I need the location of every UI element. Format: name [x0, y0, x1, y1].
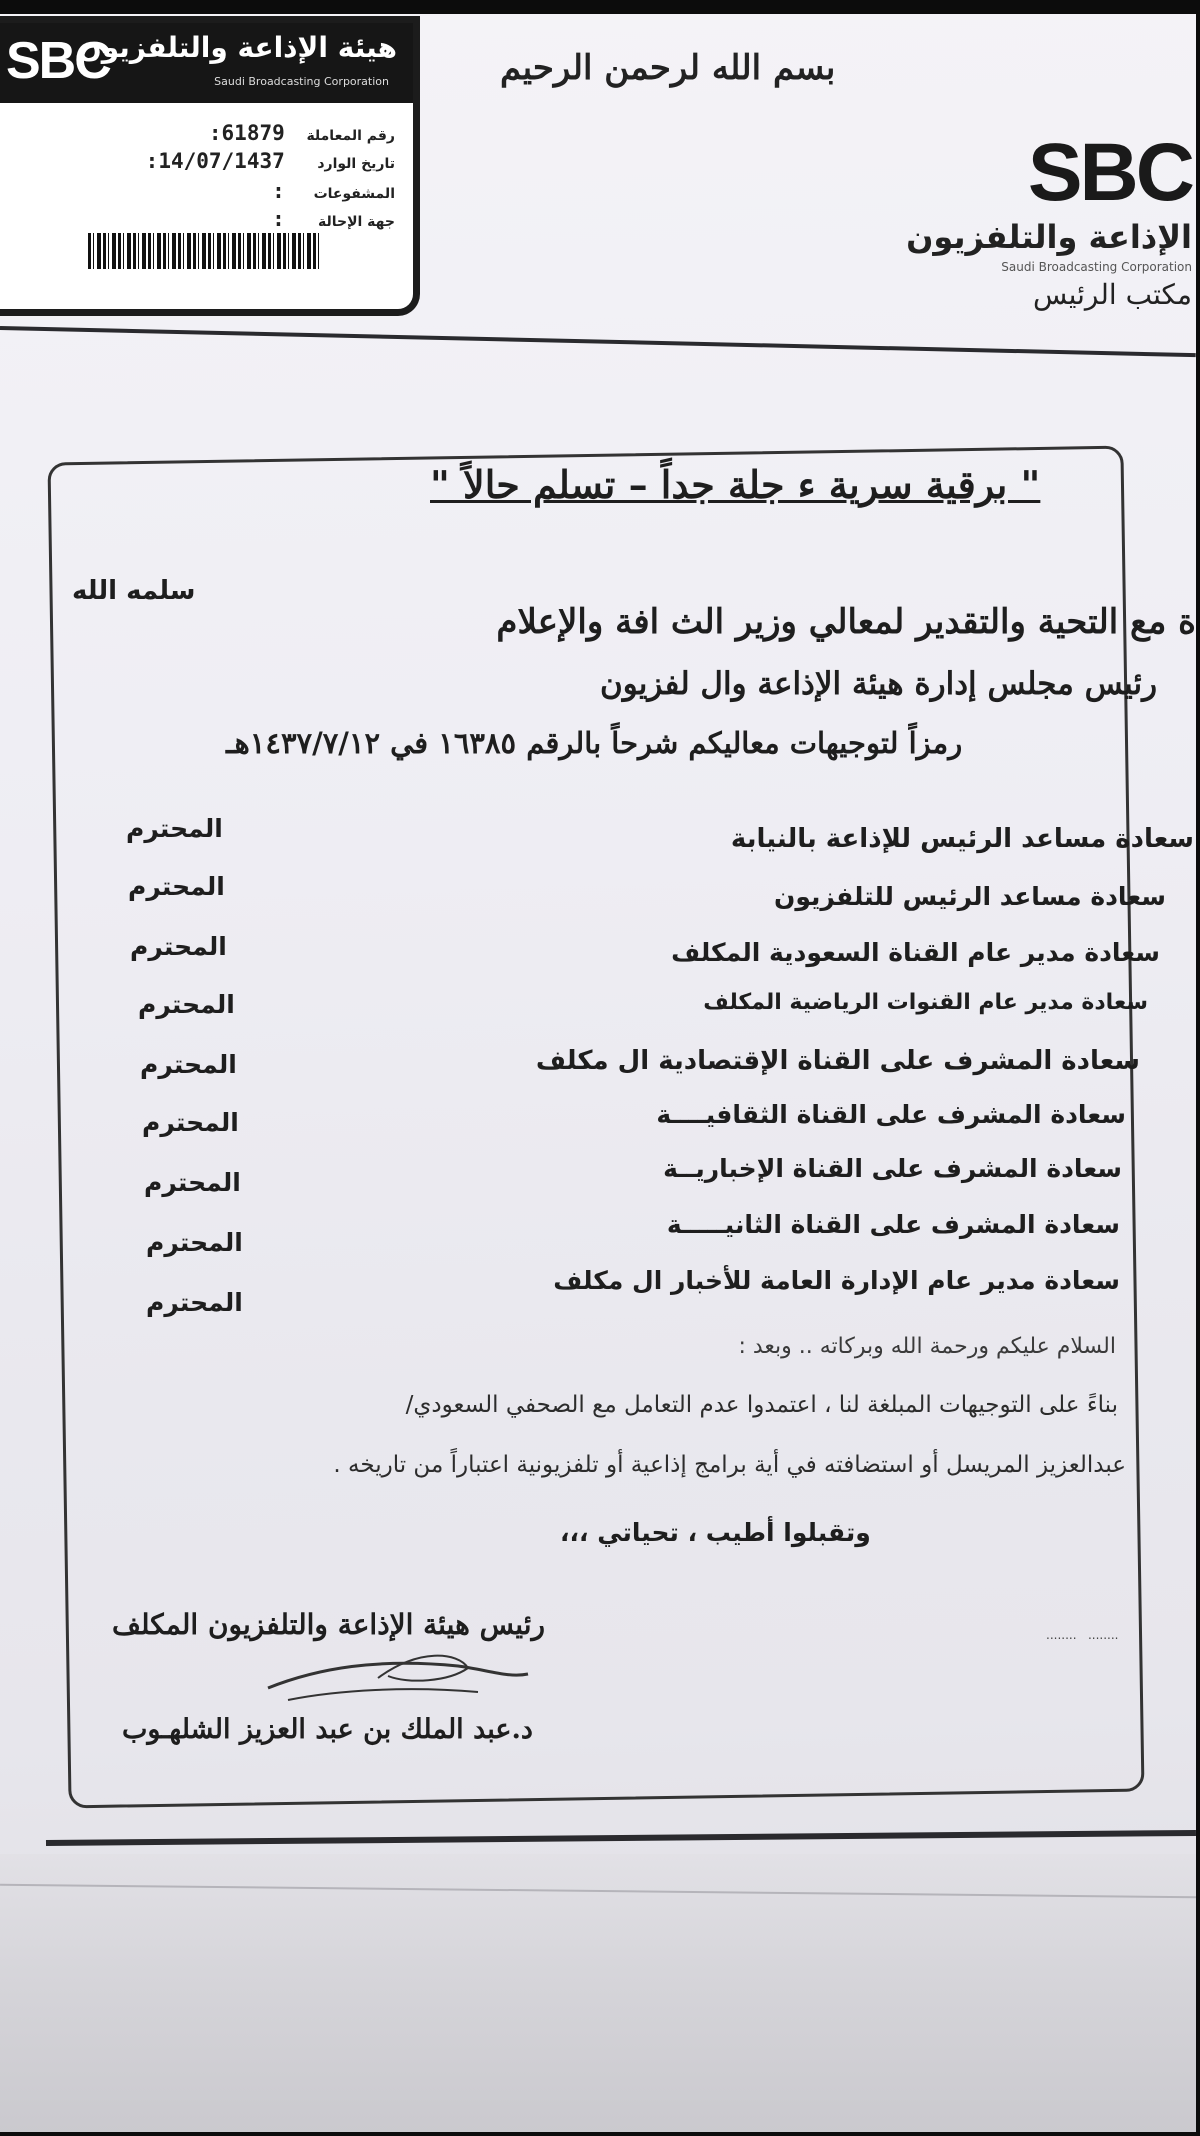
stamp-row-label: رقم المعاملة	[306, 128, 395, 144]
body-line: عبدالعزيز المريسل أو استضافته في أية برامج إذاعية أو تلفزيونية اعتباراً من تاريخه .	[333, 1452, 1126, 1478]
recipient-line: سعادة المشرف على القناة الإخباريــة	[663, 1154, 1122, 1183]
honorific: المحترم	[142, 1108, 239, 1137]
letterhead-office: مكتب الرئيس	[1032, 278, 1192, 311]
incoming-stamp	[0, 16, 420, 316]
footer-divider	[46, 1830, 1196, 1846]
stamp-org-en: Saudi Broadcasting Corporation	[214, 75, 389, 88]
honorific: المحترم	[126, 814, 223, 843]
honorific: المحترم	[140, 1050, 237, 1079]
stamp-row	[15, 149, 395, 173]
sbc-logo: SBC	[1027, 127, 1192, 218]
honorific: المحترم	[146, 1228, 243, 1257]
recipient-line: سعادة مساعد الرئيس للتلفزيون	[774, 882, 1166, 911]
header-divider	[0, 326, 1196, 357]
stamp-row-value: :	[272, 207, 285, 231]
intro-line: رئيس مجلس إدارة هيئة الإذاعة وال لفزيون	[600, 666, 1158, 702]
stamp-row-value: :	[272, 179, 285, 203]
letterhead-org-en: Saudi Broadcasting Corporation	[1001, 260, 1192, 274]
recipient-line: سعادة مساعد الرئيس للإذاعة بالنيابة	[730, 824, 1194, 854]
honorific: المحترم	[130, 932, 227, 961]
stamp-row-label: تاريخ الوارد	[317, 156, 395, 172]
stamp-row-value: 61879:	[208, 121, 285, 145]
stamp-org-name: هيئة الإذاعة والتلفزيون	[77, 31, 397, 64]
letterhead-logo	[906, 127, 1192, 311]
stamp-row	[15, 207, 395, 231]
recipient-line: سعادة المشرف على القناة الإقتصادية ال مكلف	[535, 1046, 1140, 1076]
stamp-row	[15, 121, 395, 145]
stamp-header	[0, 23, 413, 103]
recipient-line: سعادة مدير عام القناة السعودية المكلف	[671, 938, 1160, 967]
signer-title: رئيس هيئة الإذاعة والتلفزيون المكلف	[112, 1608, 546, 1641]
recipient-line: سعادة مدير عام الإدارة العامة للأخبار ال مكلف	[553, 1266, 1120, 1295]
intro-line: رمزاً لتوجيهات معاليكم شرحاً بالرقم ١٦٣٨٥ في ١٤٣٧/٧/١٢هـ	[226, 726, 963, 760]
recipient-line: سعادة المشرف على القناة الثانيـــــة	[666, 1210, 1120, 1239]
signature-icon	[258, 1638, 538, 1718]
stamp-row-value: 14/07/1437:	[145, 149, 285, 173]
greeting-left: سلمه الله	[72, 576, 196, 606]
salutation: السلام عليكم ورحمة الله وبركاته .. وبعد :	[738, 1334, 1116, 1359]
barcode-icon	[88, 233, 320, 269]
basmala: بسم الله لرحمن الرحيم	[500, 48, 836, 88]
letter-title: " برقية سرية ء جلة جداً – تسلم حالاً "	[430, 462, 1041, 507]
side-mark: ........ ........	[1046, 1628, 1119, 1642]
recipient-line: سعادة مدير عام القنوات الرياضية المكلف	[703, 990, 1148, 1015]
closing-line: وتقبلوا أطيب ، تحياتي ،،،	[560, 1518, 871, 1547]
body-line: بناءً على التوجيهات المبلغة لنا ، اعتمدوا عدم التعامل مع الصحفي السعودي/	[405, 1392, 1118, 1418]
intro-line: ة مع التحية والتقدير لمعالي وزير الث افة والإعلام	[496, 602, 1196, 642]
honorific: المحترم	[138, 990, 235, 1019]
stamp-logo: SBC	[6, 32, 110, 90]
honorific: المحترم	[146, 1288, 243, 1317]
signer-name: د.عبد الملك بن عبد العزيز الشلهـوب	[122, 1714, 533, 1745]
honorific: المحترم	[144, 1168, 241, 1197]
letterhead-org-name: الإذاعة والتلفزيون	[906, 218, 1192, 256]
recipient-line: سعادة المشرف على القناة الثقافيــــة	[656, 1100, 1126, 1129]
stamp-row-label: جهة الإحالة	[317, 214, 395, 230]
stamp-row	[15, 179, 395, 203]
document-sheet	[0, 14, 1196, 2132]
honorific: المحترم	[128, 872, 225, 901]
stamp-row-label: المشفوعات	[313, 186, 395, 202]
